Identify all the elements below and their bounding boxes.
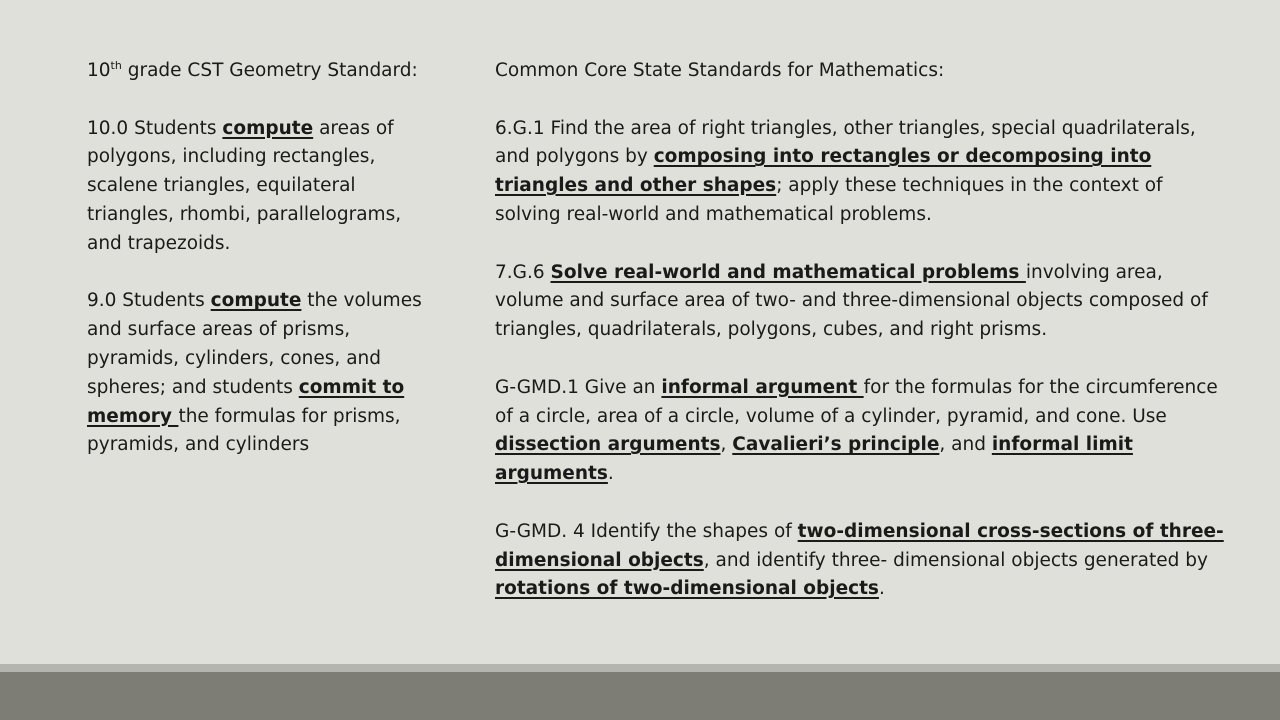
std9-post: the formulas for prisms, pyramids, and cylinders xyxy=(87,405,401,456)
gmd4-mid: , and identify three- dimensional objects generated by xyxy=(703,549,1208,571)
std10-post: areas of polygons, including rectangles, scalene triangles, equilateral triangles, rhombi, parallelograms, and trapezoids. xyxy=(87,117,402,254)
gmd1-pre: G-GMD.1 Give an xyxy=(495,376,662,398)
heading-superscript: th xyxy=(110,59,122,72)
standard-9-0 xyxy=(87,287,439,460)
gmd1-emphasis-informal-argument: informal argument xyxy=(661,376,864,398)
standard-6-g-1 xyxy=(495,115,1225,230)
std9-pre: 9.0 Students xyxy=(87,290,211,312)
heading-text: grade CST Geometry Standard: xyxy=(121,60,418,81)
gmd4-post: . xyxy=(878,578,885,600)
g61-pre: 6.G.1 Find the area of right triangles, other triangles, special quadrilaterals, and polygons by xyxy=(495,117,1196,168)
std9-mid: the volumes and surface areas of prisms, pyramids, cylinders, cones, and spheres; and students xyxy=(87,290,422,398)
gmd4-pre: G-GMD. 4 Identify the shapes of xyxy=(495,520,798,542)
heading-number: 10 xyxy=(87,60,111,81)
right-column xyxy=(495,57,1225,604)
std10-emphasis: compute xyxy=(222,117,314,139)
g61-emphasis: composing into rectangles or decomposing into triangles and other shapes xyxy=(495,146,1152,197)
gmd1-post: . xyxy=(607,463,614,485)
ccss-heading: Common Core State Standards for Mathematics: xyxy=(495,60,945,81)
standard-g-gmd-4 xyxy=(495,518,1225,604)
g61-post: ; apply these techniques in the context of solving real-world and mathematical problems. xyxy=(495,175,1163,225)
g76-post: involving area, volume and surface area of two- and three-dimensional objects composed of triangles, quadrilaterals, polygons, cubes, and right prisms. xyxy=(495,261,1208,341)
standard-7-g-6 xyxy=(495,259,1225,345)
gmd1-mid1: for the formulas for the circumference of a circle, area of a circle, volume of a cylinder, pyramid, and cone. Use xyxy=(495,376,1218,427)
gmd1-emphasis-limit: informal limit arguments xyxy=(495,434,1133,485)
std9-emphasis-compute: compute xyxy=(210,290,302,312)
g76-pre: 7.G.6 xyxy=(495,261,551,283)
std9-emphasis-memory: commit to memory xyxy=(87,376,405,427)
gmd4-emphasis-cross-sections: two-dimensional cross-sections of three-dimensional objects xyxy=(495,520,1224,571)
footer-stripe xyxy=(0,664,1280,672)
std10-pre: 10.0 Students xyxy=(87,117,223,139)
gmd1-mid3: , and xyxy=(939,434,992,456)
standard-g-gmd-1 xyxy=(495,374,1225,489)
standard-10-0 xyxy=(87,115,439,259)
footer-band xyxy=(0,672,1280,720)
cst-heading xyxy=(87,57,439,86)
gmd1-mid2: , xyxy=(720,434,733,456)
gmd1-emphasis-dissection: dissection arguments xyxy=(495,434,721,456)
gmd4-emphasis-rotations: rotations of two-dimensional objects xyxy=(495,578,879,600)
gmd1-emphasis-cavalieri: Cavalieri’s principle xyxy=(732,434,940,456)
left-column xyxy=(87,57,439,460)
g76-emphasis: Solve real-world and mathematical problems xyxy=(550,261,1026,283)
